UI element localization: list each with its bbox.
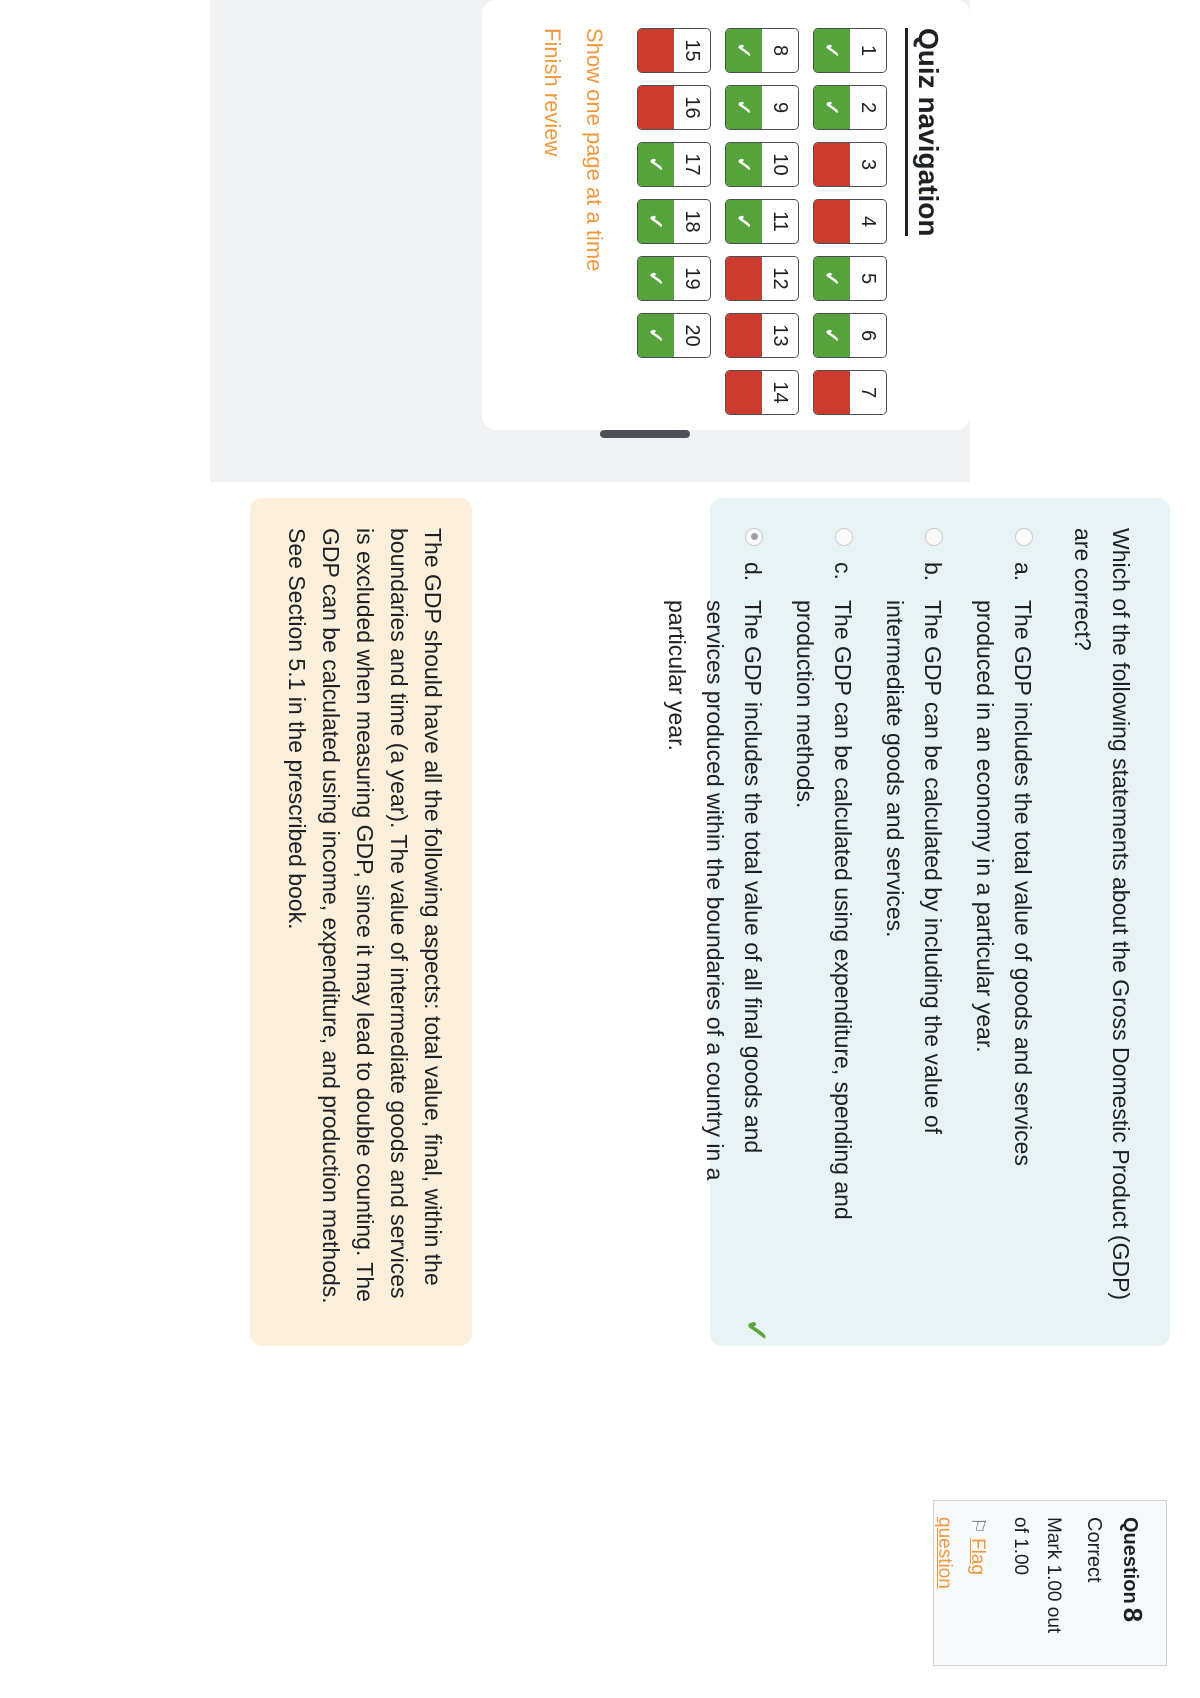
drawer-handle[interactable] <box>600 430 690 438</box>
quiz-nav-button[interactable] <box>637 142 711 187</box>
answer-letter: a. <box>1010 562 1036 582</box>
flag-question-label: Flag question <box>934 1517 988 1589</box>
correct-check-icon: ✓ <box>726 29 762 72</box>
correct-check-icon: ✓ <box>814 29 850 72</box>
finish-review-link[interactable]: Finish review <box>540 28 565 157</box>
quiz-nav-number: 18 <box>674 200 710 243</box>
quiz-nav-number: 8 <box>762 29 798 72</box>
quiz-nav-number: 15 <box>674 29 710 72</box>
question-state: Correct <box>1083 1517 1105 1583</box>
question-number: 8 <box>1118 1607 1148 1623</box>
answer-text: The GDP can be calculated using expenditure, spending and production methods. <box>792 600 856 1220</box>
quiz-nav-button[interactable] <box>637 313 711 358</box>
question-number-heading <box>1117 1517 1148 1651</box>
correct-check-icon: ✓ <box>814 257 850 300</box>
answer-option[interactable] <box>658 528 772 1344</box>
answer-text: The GDP includes the total value of goods and services produced in an economy in a particular year. <box>972 600 1036 1166</box>
quiz-nav-number: 4 <box>850 200 886 243</box>
incorrect-status-block <box>726 257 762 300</box>
quiz-navigation-grid <box>623 28 887 428</box>
question-text: Which of the following statements about the Gross Domestic Product (GDP) are correct? <box>1070 528 1134 1301</box>
quiz-nav-button[interactable] <box>637 256 711 301</box>
answer-text: The GDP can be calculated by including the value of intermediate goods and services. <box>882 600 946 1135</box>
answer-option[interactable] <box>966 528 1042 1316</box>
quiz-nav-number: 5 <box>850 257 886 300</box>
question-label: Question <box>1119 1517 1141 1604</box>
incorrect-status-block <box>814 200 850 243</box>
answer-letter: c. <box>830 562 856 580</box>
quiz-navigation-card <box>482 0 970 430</box>
check-icon: ✓ <box>739 1318 772 1344</box>
quiz-navigation-panel <box>210 0 970 482</box>
quiz-nav-number: 12 <box>762 257 798 300</box>
quiz-nav-button[interactable] <box>725 370 799 415</box>
answer-letter: d. <box>740 562 766 582</box>
quiz-nav-number: 1 <box>850 29 886 72</box>
quiz-nav-number: 16 <box>674 86 710 129</box>
correct-check-icon: ✓ <box>638 143 674 186</box>
quiz-nav-number: 7 <box>850 371 886 414</box>
quiz-nav-button[interactable] <box>725 256 799 301</box>
incorrect-status-block <box>726 371 762 414</box>
quiz-nav-number: 9 <box>762 86 798 129</box>
quiz-nav-button[interactable] <box>637 85 711 130</box>
incorrect-status-block <box>726 314 762 357</box>
quiz-nav-number: 2 <box>850 86 886 129</box>
quiz-nav-button[interactable] <box>725 313 799 358</box>
correct-check-icon: ✓ <box>814 86 850 129</box>
correct-check-icon: ✓ <box>726 200 762 243</box>
correct-check-icon: ✓ <box>726 86 762 129</box>
correct-check-icon: ✓ <box>726 143 762 186</box>
quiz-nav-number: 17 <box>674 143 710 186</box>
incorrect-status-block <box>638 86 674 129</box>
quiz-nav-number: 19 <box>674 257 710 300</box>
answer-list <box>658 528 1042 1344</box>
answer-text: The GDP includes the total value of all final goods and services produced within the boundaries of a country in a particular year. <box>664 600 766 1181</box>
quiz-nav-button[interactable] <box>813 28 887 73</box>
quiz-nav-number: 10 <box>762 143 798 186</box>
quiz-nav-number: 20 <box>674 314 710 357</box>
feedback-text: The GDP should have all the following aspects: total value, final, within the boundaries and time (a year). The value of intermediate goods and services is excluded when measuring GDP, since it may lead to double counting. The GDP can be calculated using income, expenditure, and production methods. See Section 5.1 in the prescribed book. <box>284 528 446 1304</box>
quiz-nav-button[interactable] <box>725 199 799 244</box>
incorrect-status-block <box>638 29 674 72</box>
answer-option[interactable] <box>786 528 862 1316</box>
quiz-nav-button[interactable] <box>725 28 799 73</box>
quiz-nav-number: 6 <box>850 314 886 357</box>
quiz-nav-button[interactable] <box>813 313 887 358</box>
answer-option[interactable] <box>876 528 952 1316</box>
quiz-nav-button[interactable] <box>813 199 887 244</box>
quiz-nav-number: 13 <box>762 314 798 357</box>
quiz-nav-button[interactable] <box>725 85 799 130</box>
question-content <box>664 498 1170 1346</box>
quiz-nav-button[interactable] <box>637 199 711 244</box>
quiz-navigation-title: Quiz navigation <box>905 28 944 236</box>
answer-radio[interactable] <box>745 528 763 546</box>
correct-check-icon: ✓ <box>638 200 674 243</box>
quiz-nav-button[interactable] <box>813 142 887 187</box>
quiz-nav-button[interactable] <box>813 85 887 130</box>
correct-check-icon: ✓ <box>638 257 674 300</box>
correct-check-icon: ✓ <box>814 314 850 357</box>
answer-radio[interactable] <box>1015 528 1033 546</box>
answer-letter: b. <box>920 562 946 582</box>
incorrect-status-block <box>814 143 850 186</box>
question-info-box <box>933 1500 1167 1666</box>
quiz-nav-button[interactable] <box>637 28 711 73</box>
answer-radio[interactable] <box>835 528 853 546</box>
question-grade: Mark 1.00 out of 1.00 <box>1010 1517 1064 1634</box>
quiz-nav-button[interactable] <box>725 142 799 187</box>
correct-check-icon: ✓ <box>638 314 674 357</box>
flag-icon: ⚐ <box>967 1517 988 1535</box>
show-one-page-link[interactable]: Show one page at a time <box>582 28 607 272</box>
quiz-nav-number: 3 <box>850 143 886 186</box>
incorrect-status-block <box>814 371 850 414</box>
quiz-nav-button[interactable] <box>813 256 887 301</box>
quiz-nav-button[interactable] <box>813 370 887 415</box>
answer-radio[interactable] <box>925 528 943 546</box>
quiz-nav-number: 11 <box>762 200 798 243</box>
flag-question-link[interactable] <box>928 1517 994 1651</box>
general-feedback <box>250 498 472 1346</box>
quiz-nav-number: 14 <box>762 371 798 414</box>
